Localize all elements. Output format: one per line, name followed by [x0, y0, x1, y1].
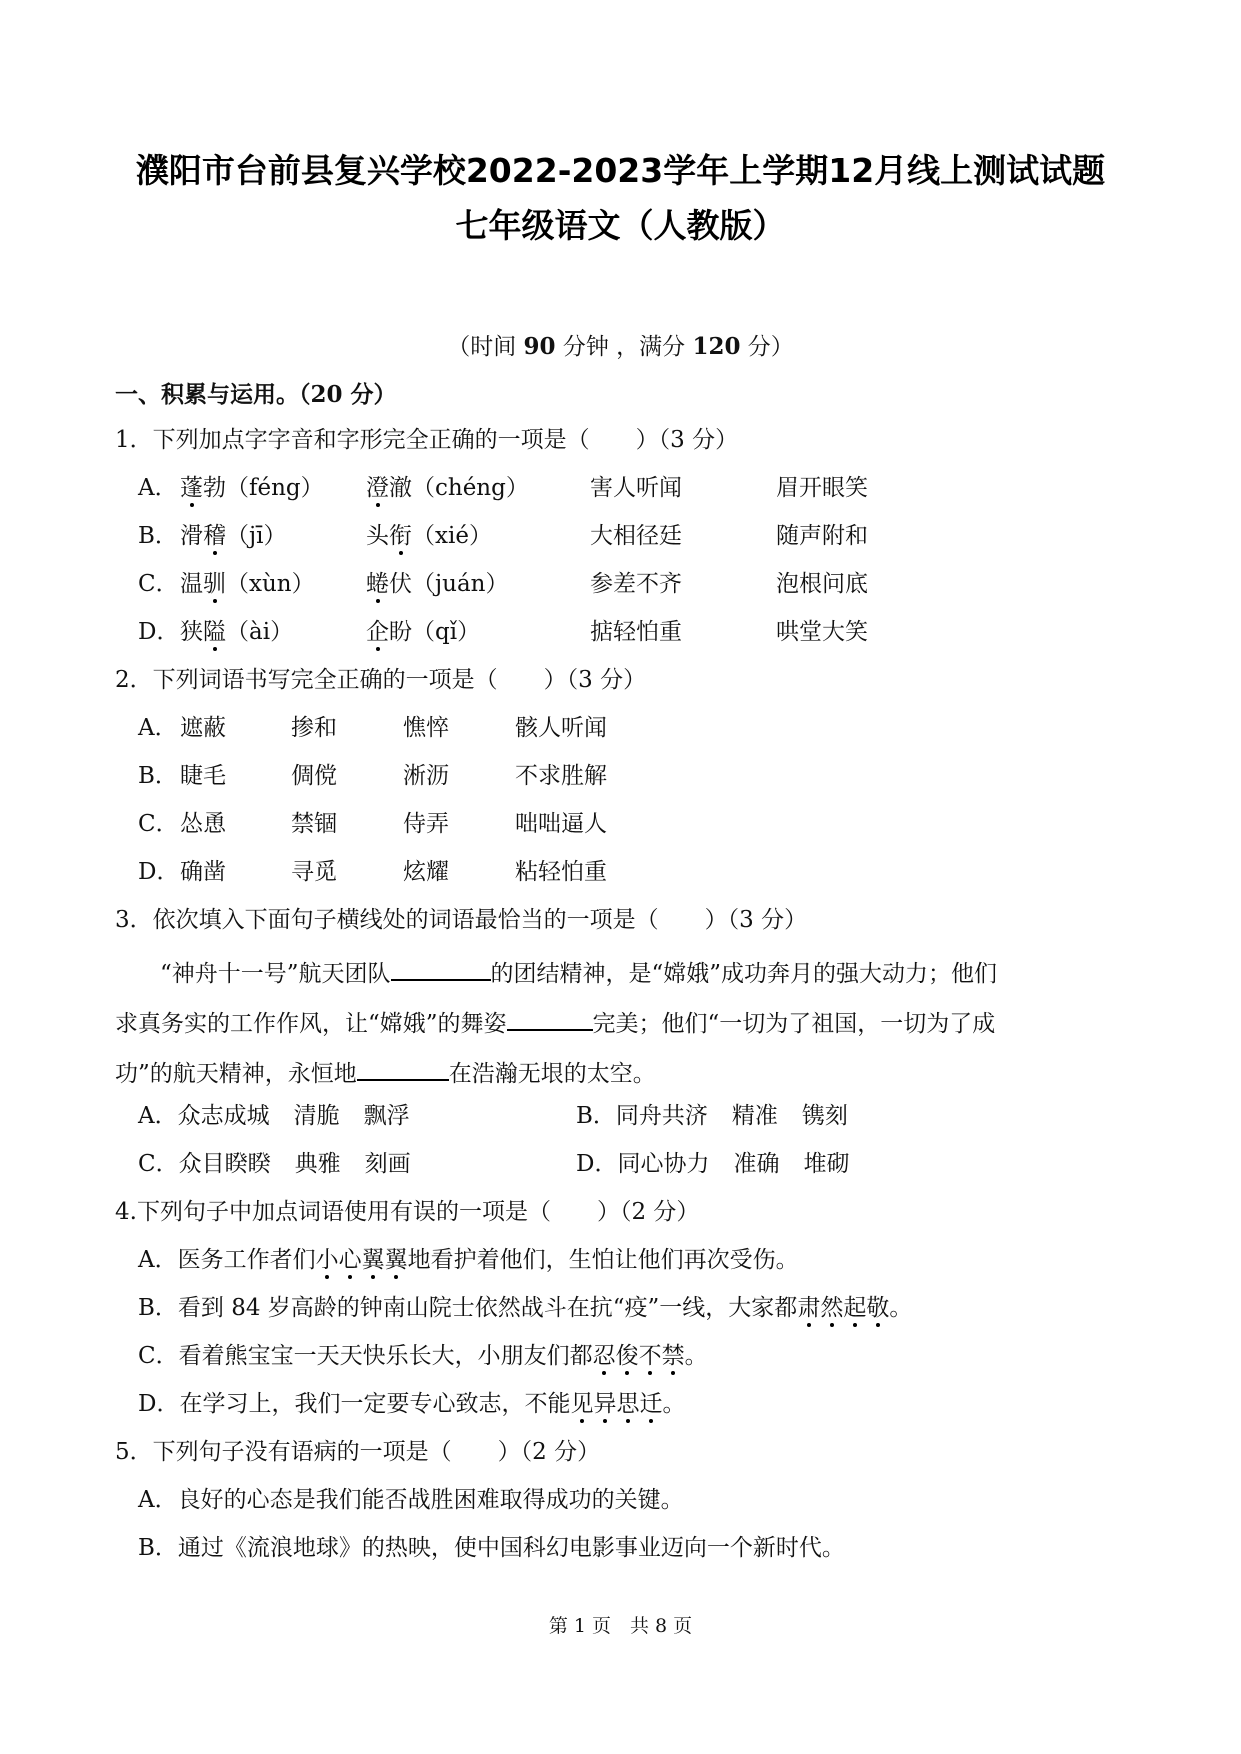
question-5-stem: 5．下列句子没有语病的一项是（ ）（2 分） [115, 1439, 601, 1465]
q3-passage-line-1: “神舟十一号”航天团队 的团结精神，是“嫦娥”成功奔月的强大动力；他们 [160, 957, 997, 986]
q2-option-c-word4: 咄咄逼人 [515, 811, 607, 837]
q3-option-b: B．同舟共济 精准 镌刻 [576, 1103, 848, 1129]
q1-option-a-word3: 害人听闻 [590, 475, 682, 501]
exam-title: 濮阳市台前县复兴学校2022-2023学年上学期12月线上测试试题 [135, 151, 1106, 190]
fill-blank-3[interactable] [357, 1057, 449, 1081]
q4-option-d: D．在学习上，我们一定要专心致志，不能见异思迁。 [138, 1391, 686, 1417]
q1-option-b-word2: 头衔（xié） [366, 523, 492, 549]
q2-option-a-word3: 憔悴 [403, 715, 449, 741]
q1-option-a-word2: 澄澈（chéng） [366, 475, 529, 501]
q2-option-d-word2: 寻觅 [291, 859, 337, 885]
q1-option-c-word2: 蜷伏（juán） [366, 571, 509, 597]
q1-option-c-word1: 温驯（xùn） [180, 571, 315, 597]
q2-option-a-word4: 骸人听闻 [515, 715, 607, 741]
q5-option-a: A．良好的心态是我们能否战胜困难取得成功的关键。 [138, 1487, 684, 1513]
q1-option-a-word1: 蓬勃（féng） [180, 475, 324, 501]
q1-option-a-label: A． [138, 475, 178, 501]
fill-blank-2[interactable] [507, 1007, 593, 1031]
question-2-stem: 2．下列词语书写完全正确的一项是（ ）（3 分） [115, 667, 647, 693]
q1-option-d-word2: 企盼（qǐ） [366, 619, 481, 645]
exam-subtitle: 七年级语文（人教版） [455, 206, 786, 245]
info-suffix: 分） [740, 334, 794, 360]
page-number: 第 1 页 共 8 页 [548, 1615, 693, 1637]
q2-option-d-label: D． [138, 859, 180, 885]
q1-option-c-word3: 参差不齐 [590, 571, 682, 597]
question-4-stem: 4.下列句子中加点词语使用有误的一项是（ ）（2 分） [115, 1199, 700, 1225]
q4-option-c: C．看着熊宝宝一天天快乐长大，小朋友们都忍俊不禁。 [138, 1343, 708, 1369]
score-value: 120 [692, 333, 741, 360]
q2-option-d-word1: 确凿 [180, 859, 226, 885]
q1-option-c-word4: 泡根问底 [776, 571, 868, 597]
q4-option-a: A．医务工作者们小心翼翼地看护着他们，生怕让他们再次受伤。 [138, 1247, 799, 1273]
q2-option-d-word4: 粘轻怕重 [515, 859, 607, 885]
q2-option-c-word2: 禁锢 [291, 811, 337, 837]
q3-passage-line-3: 功”的航天精神，永恒地 在浩瀚无垠的太空。 [115, 1057, 656, 1086]
q2-option-b-word4: 不求胜解 [515, 763, 607, 789]
q2-option-c-word3: 侍弄 [403, 811, 449, 837]
q2-option-a-word1: 遮蔽 [180, 715, 226, 741]
q3-option-d: D．同心协力 准确 堆砌 [576, 1151, 850, 1177]
q1-option-d-word1: 狭隘（ài） [180, 619, 294, 645]
q2-option-c-word1: 怂恿 [180, 811, 226, 837]
exam-time-score [0, 335, 1241, 359]
q1-option-b-word4: 随声附和 [776, 523, 868, 549]
q1-option-b-word1: 滑稽（jī） [180, 523, 287, 549]
q3-option-c: C．众目睽睽 典雅 刻画 [138, 1151, 411, 1177]
q2-option-b-word3: 淅沥 [403, 763, 449, 789]
q2-option-b-word1: 睫毛 [180, 763, 226, 789]
q3-option-a: A．众志成城 清脆 飘浮 [138, 1103, 410, 1129]
q4-option-b: B．看到 84 岁高龄的钟南山院士依然战斗在抗“疫”一线，大家都肃然起敬。 [138, 1295, 913, 1321]
info-mid: 分钟 ，满分 [555, 334, 693, 360]
q2-option-b-label: B． [138, 763, 178, 789]
q1-option-d-word3: 掂轻怕重 [590, 619, 682, 645]
q1-option-d-label: D． [138, 619, 180, 645]
q1-option-d-word4: 哄堂大笑 [776, 619, 868, 645]
info-prefix: （时间 [447, 334, 524, 360]
fill-blank-1[interactable] [391, 957, 491, 981]
q2-option-c-label: C． [138, 811, 179, 837]
question-3-stem: 3．依次填入下面句子横线处的词语最恰当的一项是（ ）（3 分） [115, 907, 808, 933]
q2-option-b-word2: 倜傥 [291, 763, 337, 789]
q2-option-a-label: A． [138, 715, 178, 741]
time-value: 90 [523, 333, 556, 360]
q5-option-b: B．通过《流浪地球》的热映，使中国科幻电影事业迈向一个新时代。 [138, 1535, 845, 1561]
q2-option-d-word3: 炫耀 [403, 859, 449, 885]
section-heading: 一、积累与运用。（20 分） [115, 381, 397, 408]
q2-option-a-word2: 掺和 [291, 715, 337, 741]
q3-passage-line-2: 求真务实的工作作风，让“嫦娥”的舞姿 完美；他们“一切为了祖国，一切为了成 [115, 1007, 995, 1036]
question-1-stem: 1．下列加点字字音和字形完全正确的一项是（ ）（3 分） [115, 427, 739, 453]
q1-option-b-word3: 大相径廷 [590, 523, 682, 549]
q1-option-c-label: C． [138, 571, 179, 597]
q1-option-b-label: B． [138, 523, 178, 549]
q1-option-a-word4: 眉开眼笑 [776, 475, 868, 501]
